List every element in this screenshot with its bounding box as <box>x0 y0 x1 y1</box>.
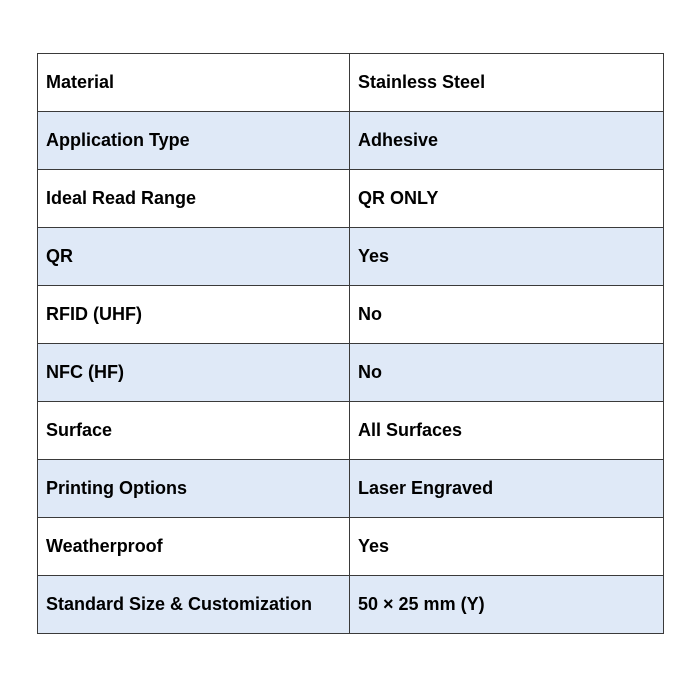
spec-row-rfid <box>38 286 664 344</box>
spec-label: Weatherproof <box>38 518 350 576</box>
spec-row-application-type <box>38 112 664 170</box>
spec-value: Yes <box>350 518 664 576</box>
spec-row-qr <box>38 228 664 286</box>
spec-value: All Surfaces <box>350 402 664 460</box>
spec-label: Standard Size & Customization <box>38 576 350 634</box>
spec-row-printing-options <box>38 460 664 518</box>
spec-value: Laser Engraved <box>350 460 664 518</box>
spec-label: QR <box>38 228 350 286</box>
spec-label: NFC (HF) <box>38 344 350 402</box>
spec-row-material <box>38 54 664 112</box>
spec-value: Stainless Steel <box>350 54 664 112</box>
spec-label: Application Type <box>38 112 350 170</box>
spec-value: QR ONLY <box>350 170 664 228</box>
spec-value: Adhesive <box>350 112 664 170</box>
spec-value: Yes <box>350 228 664 286</box>
spec-row-surface <box>38 402 664 460</box>
spec-row-size-customization <box>38 576 664 634</box>
spec-row-weatherproof <box>38 518 664 576</box>
spec-label: Printing Options <box>38 460 350 518</box>
spec-label: Surface <box>38 402 350 460</box>
spec-label: RFID (UHF) <box>38 286 350 344</box>
spec-row-nfc <box>38 344 664 402</box>
spec-table <box>37 53 664 634</box>
spec-label: Ideal Read Range <box>38 170 350 228</box>
spec-row-read-range <box>38 170 664 228</box>
spec-value: No <box>350 286 664 344</box>
spec-value: No <box>350 344 664 402</box>
spec-label: Material <box>38 54 350 112</box>
spec-value: 50 × 25 mm (Y) <box>350 576 664 634</box>
